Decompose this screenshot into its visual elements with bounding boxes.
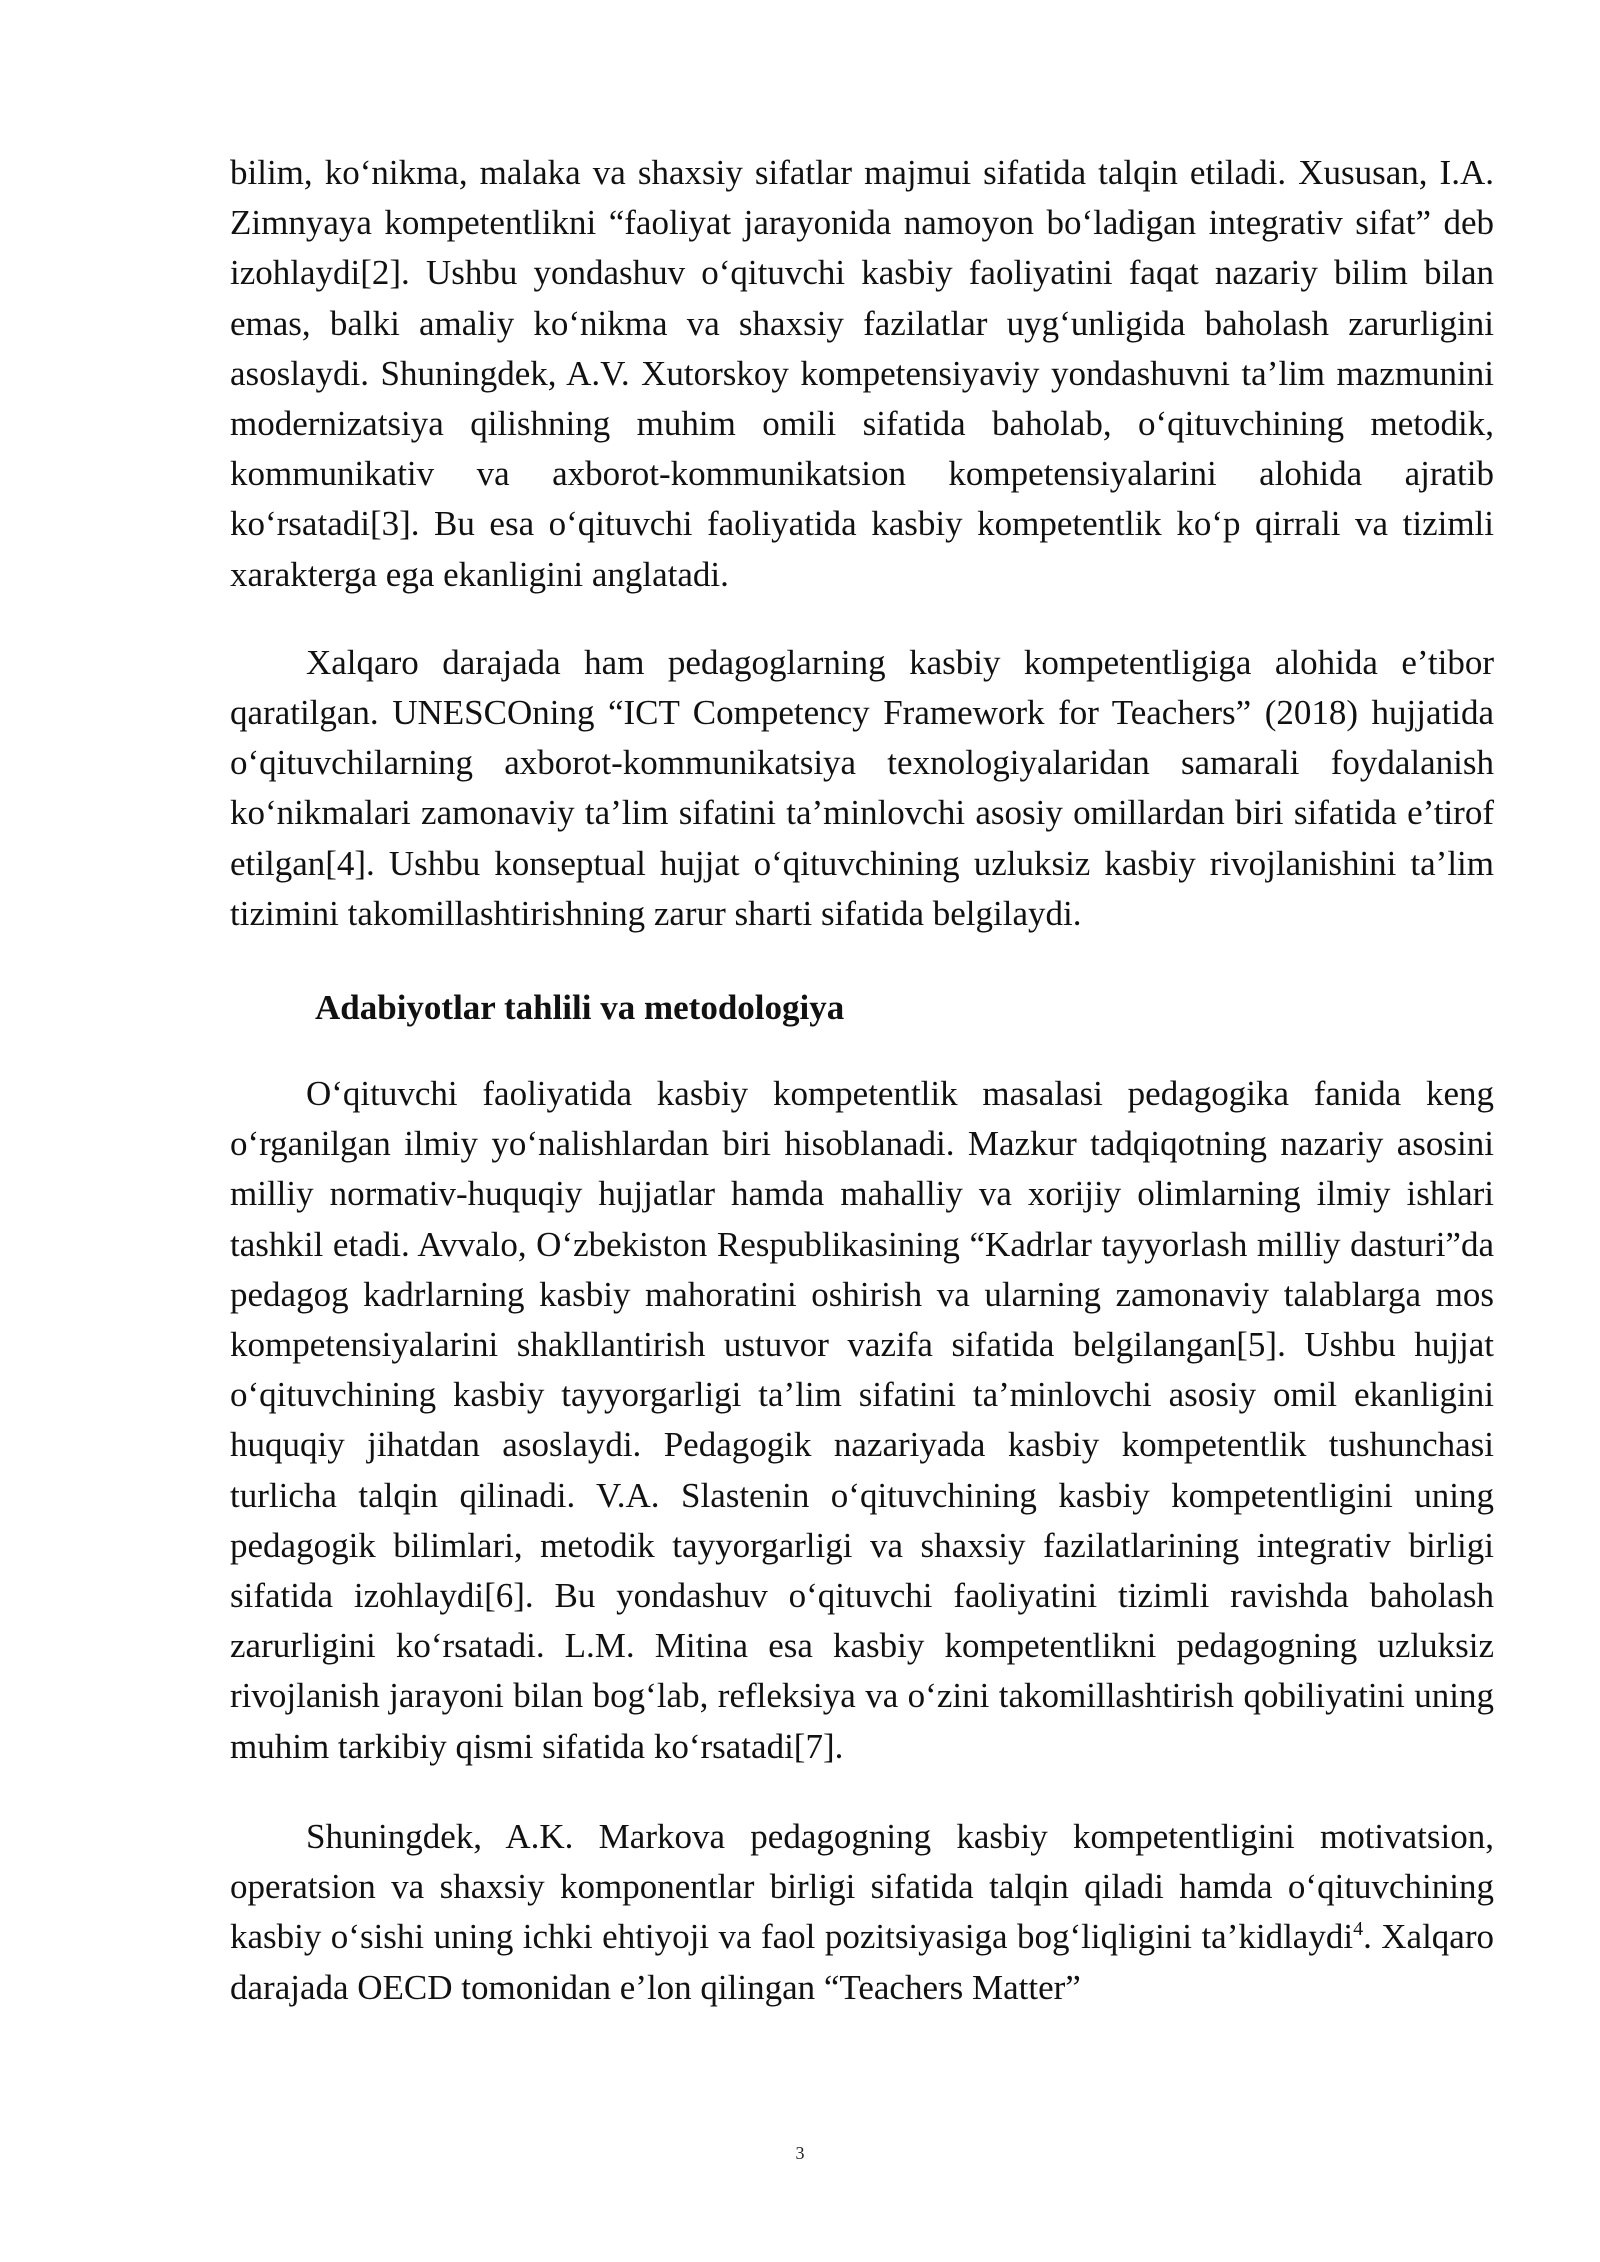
document-page	[230, 148, 1494, 2013]
paragraph-text: . Xalqaro darajada OECD tomonidan e’lon qilingan “Teachers Matter”	[230, 1917, 1494, 2007]
body-paragraph	[230, 1812, 1494, 2013]
section-heading: Adabiyotlar tahlili va metodologiya	[315, 988, 845, 1028]
paragraph-text: Shuningdek, A.K. Markova pedagogning kasbiy kompetentligini motivatsion, operatsion va shaxsiy komponentlar birligi sifatida talqin qiladi hamda o‘qituvchining kasbiy o‘sishi uning ichki ehtiyoji va faol pozitsiyasiga bog‘liqligini ta’kidlaydi	[230, 1816, 1494, 1957]
body-paragraph: bilim, ko‘nikma, malaka va shaxsiy sifatlar majmui sifatida talqin etiladi. Xususan, I.A. Zimnyaya kompetentlikni “faoliyat jarayonida namoyon bo‘ladigan integrativ sifat” deb izohlaydi[2]. Ushbu yondashuv o‘qituvchi kasbiy faoliyatini faqat nazariy bilim bilan emas, balki amaliy ko‘nikma va shaxsiy fazilatlar uyg‘unligida baholash zarurligini asoslaydi. Shuningdek, A.V. Xutorskoy kompetensiyaviy yondashuvni ta’lim mazmunini modernizatsiya qilishning muhim omili sifatida baholab, o‘qituvchining metodik, kommunikativ va axborot-kommunikatsion kompetensiyalarini alohida ajratib ko‘rsatadi[3]. Bu esa o‘qituvchi faoliyatida kasbiy kompetentlik ko‘p qirrali va tizimli xarakterga ega ekanligini anglatadi.	[230, 153, 1494, 594]
body-paragraph: O‘qituvchi faoliyatida kasbiy kompetentlik masalasi pedagogika fanida keng o‘rganilgan ilmiy yo‘nalishlardan biri hisoblanadi. Mazkur tadqiqotning nazariy asosini milliy normativ-huquqiy hujjatlar hamda mahalliy va xorijiy olimlarning ilmiy ishlari tashkil etadi. Avvalo, O‘zbekiston Respublikasining “Kadrlar tayyorlash milliy dasturi”da pedagog kadrlarning kasbiy mahoratini oshirish va ularning zamonaviy talablarga mos kompetensiyalarini shakllantirish ustuvor vazifa sifatida belgilangan[5]. Ushbu hujjat o‘qituvchining kasbiy tayyorgarligi ta’lim sifatini ta’minlovchi asosiy omil ekanligini huquqiy jihatdan asoslaydi. Pedagogik nazariyada kasbiy kompetentlik tushunchasi turlicha talqin qilinadi. V.A. Slastenin o‘qituvchining kasbiy kompetentligini uning pedagogik bilimlari, metodik tayyorgarligi va shaxsiy fazilatlarining integrativ birligi sifatida izohlaydi[6]. Bu yondashuv o‘qituvchi faoliyatini tizimli ravishda baholash zarurligini ko‘rsatadi. L.M. Mitina esa kasbiy kompetentlikni pedagogning uzluksiz rivojlanish jarayoni bilan bog‘lab, refleksiya va o‘zini takomillashtirish qobiliyatini uning muhim tarkibiy qismi sifatida ko‘rsatadi[7].	[230, 1074, 1494, 1766]
footnote-marker[interactable]: 4	[1353, 1918, 1364, 1941]
page-number: 3	[795, 2143, 805, 2163]
body-paragraph: Xalqaro darajada ham pedagoglarning kasbiy kompetentligiga alohida e’tibor qaratilgan. UNESCOning “ICT Competency Framework for Teachers” (2018) hujjatida o‘qituvchilarning axborot-kommunikatsiya texnologiyalaridan samarali foydalanish ko‘nikmalari zamonaviy ta’lim sifatini ta’minlovchi asosiy omillardan biri sifatida e’tirof etilgan[4]. Ushbu konseptual hujjat o‘qituvchining uzluksiz kasbiy rivojlanishini ta’lim tizimini takomillashtirishning zarur sharti sifatida belgilaydi.	[230, 642, 1494, 933]
